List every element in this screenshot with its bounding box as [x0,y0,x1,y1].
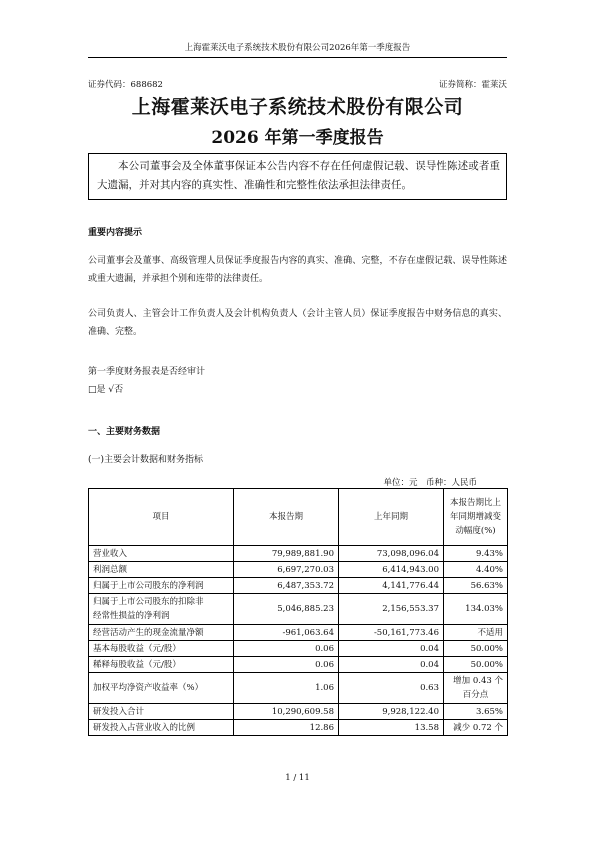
declaration-text: 本公司董事会及全体董事保证本公告内容不存在任何虚假记载、误导性陈述或者重大遗漏，并对其内容的真实性、准确性和完整性依法承担法律责任。 [97,160,500,191]
stock-code: 证券代码：688682 [88,80,163,90]
key-notice-heading: 重要内容提示 [88,228,143,238]
table-row: 研发投入占营业收入的比例 12.86 13.58 减少 0.72 个 [89,720,508,736]
table-row: 稀释每股收益（元/股） 0.06 0.04 50.00% [89,657,508,673]
stock-abbreviation: 证券简称：霍莱沃 [438,80,507,90]
table-header-row [89,489,508,546]
header-item: 项目 [89,489,234,546]
header-change: 本报告期比上 年同期增减变 动幅度(%) [444,489,508,546]
header-current-period: 本报告期 [234,489,339,546]
page-number: 1 / 11 [285,773,310,783]
report-title: 2026 年第一季度报告 [211,128,384,148]
audit-answer-text: □是 √否 [88,385,124,395]
section-1-subheading: (一)主要会计数据和财务指标 [88,455,204,465]
declaration-box [88,153,507,200]
table-row: 营业收入 79,989,881.90 73,098,096.04 9.43% [89,546,508,562]
running-header: 上海霍莱沃电子系统技术股份有限公司2026年第一季度报告 [88,41,507,58]
table-row: 归属于上市公司股东的扣除非 经常性损益的净利润 5,046,885.23 2,156,553.37 134.03% [89,594,508,625]
key-notice-paragraph-1: 公司董事会及董事、高级管理人员保证季度报告内容的真实、准确、完整，不存在虚假记载、误导性陈述或重大遗漏，并承担个别和连带的法律责任。 [88,256,507,284]
table-row: 经营活动产生的现金流量净额 -961,063.64 -50,161,773.46 不适用 [89,625,508,641]
audit-answer [88,382,507,395]
table-row: 归属于上市公司股东的净利润 6,487,353.72 4,141,776.44 56.63% [89,578,508,594]
table-row: 利润总额 6,697,270.03 6,414,943.00 4.40% [89,562,508,578]
audit-question [88,364,507,377]
table-row: 加权平均净资产收益率（%） 1.06 0.63 增加 0.43 个 百分点 [89,673,508,704]
key-notice-section [88,225,507,238]
unit-currency: 单位：元 币种：人民币 [383,478,477,488]
header-prior-period: 上年同期 [339,489,444,546]
table-row: 基本每股收益（元/股） 0.06 0.04 50.00% [89,641,508,657]
section-1 [88,424,507,437]
audit-question-text: 第一季度财务报表是否经审计 [88,367,206,377]
key-notice-para1 [88,252,507,288]
key-notice-para2 [88,305,507,341]
key-notice-paragraph-2: 公司负责人、主管会计工作负责人及会计机构负责人（会计主管人员）保证季度报告中财务信息的真实、准确、完整。 [88,309,507,337]
table-row: 研发投入合计 10,290,609.58 9,928,122.40 3.65% [89,704,508,720]
section-1-sub [88,452,507,465]
company-title: 上海霍莱沃电子系统技术股份有限公司 [131,96,464,118]
financial-data-table [88,488,508,736]
stock-info-row [88,78,507,90]
section-1-heading: 一、主要财务数据 [88,427,161,437]
